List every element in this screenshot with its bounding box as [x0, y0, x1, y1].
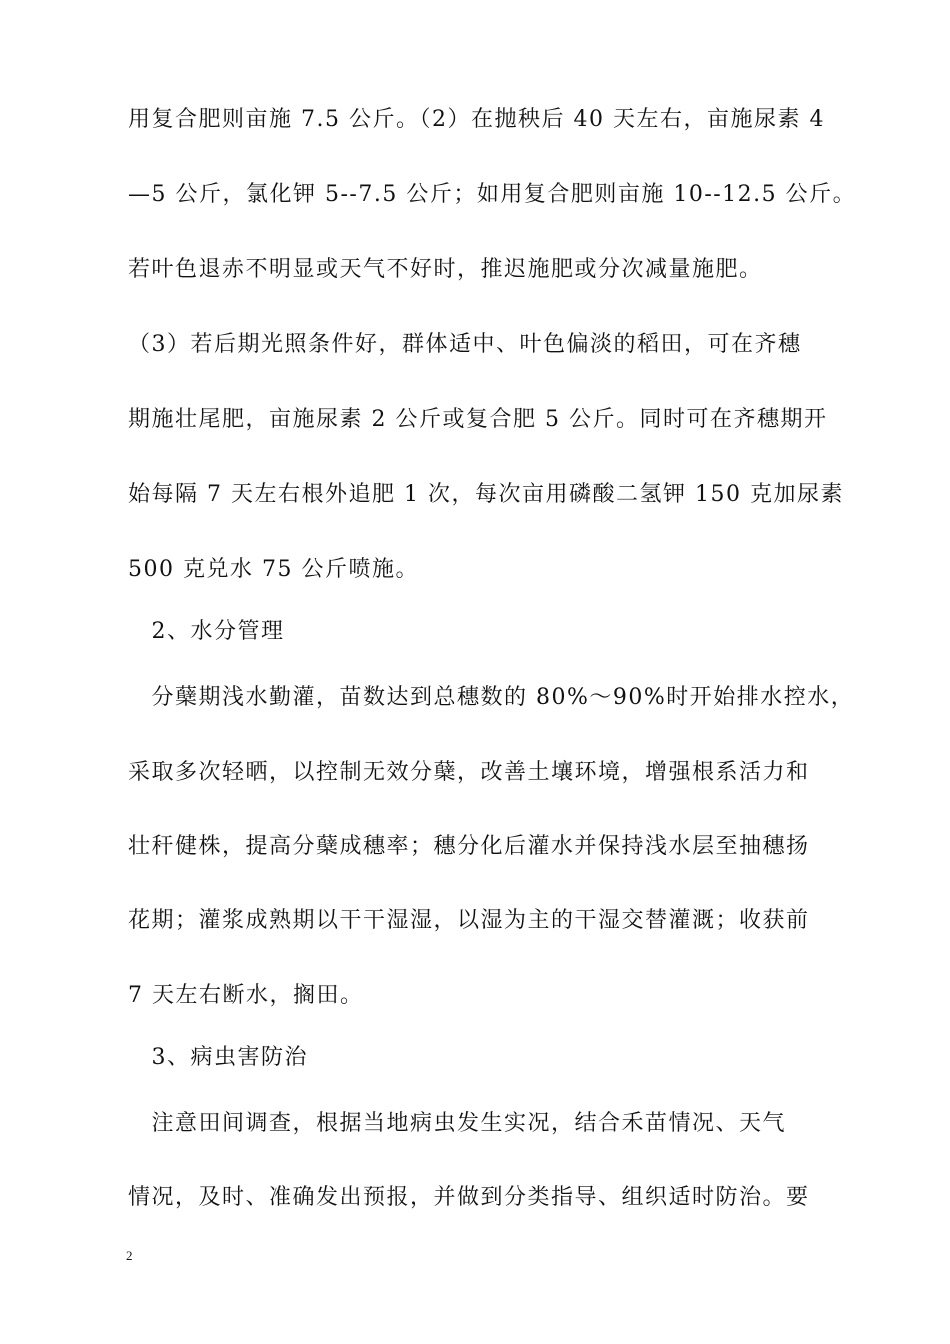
page-number: 2	[126, 1248, 133, 1263]
section-heading-pest: 3、病虫害防治	[128, 1045, 308, 1070]
text-line: 7 天左右断水，搁田。	[128, 983, 364, 1008]
text-line: 情况，及时、准确发出预报，并做到分类指导、组织适时防治。要	[128, 1185, 810, 1210]
text-line: 500 克兑水 75 公斤喷施。	[128, 557, 419, 582]
text-line: 分蘖期浅水勤灌，苗数达到总穗数的 80%～90%时开始排水控水，	[128, 685, 855, 710]
text-line: 用复合肥则亩施 7.5 公斤。（2）在抛秧后 40 天左右，亩施尿素 4	[128, 107, 825, 132]
text-line: 注意田间调查，根据当地病虫发生实况，结合禾苗情况、天气	[128, 1111, 787, 1136]
text-line: 采取多次轻晒，以控制无效分蘖，改善土壤环境，增强根系活力和	[128, 760, 810, 785]
text-line: 花期；灌浆成熟期以干干湿湿，以湿为主的干湿交替灌溉；收获前	[128, 908, 810, 933]
text-line: 壮秆健株，提高分蘖成穗率；穗分化后灌水并保持浅水层至抽穗扬	[128, 834, 810, 859]
text-line: 若叶色退赤不明显或天气不好时，推迟施肥或分次减量施肥。	[128, 257, 763, 282]
text-line: 期施壮尾肥，亩施尿素 2 公斤或复合肥 5 公斤。同时可在齐穗期开	[128, 407, 828, 432]
section-heading-water: 2、水分管理	[128, 619, 285, 644]
text-line: —5 公斤，氯化钾 5--7.5 公斤；如用复合肥则亩施 10--12.5 公斤。	[128, 182, 857, 207]
text-line: 始每隔 7 天左右根外追肥 1 次，每次亩用磷酸二氢钾 150 克加尿素	[128, 482, 844, 507]
text-line: （3）若后期光照条件好，群体适中、叶色偏淡的稻田，可在齐穗	[128, 332, 802, 357]
